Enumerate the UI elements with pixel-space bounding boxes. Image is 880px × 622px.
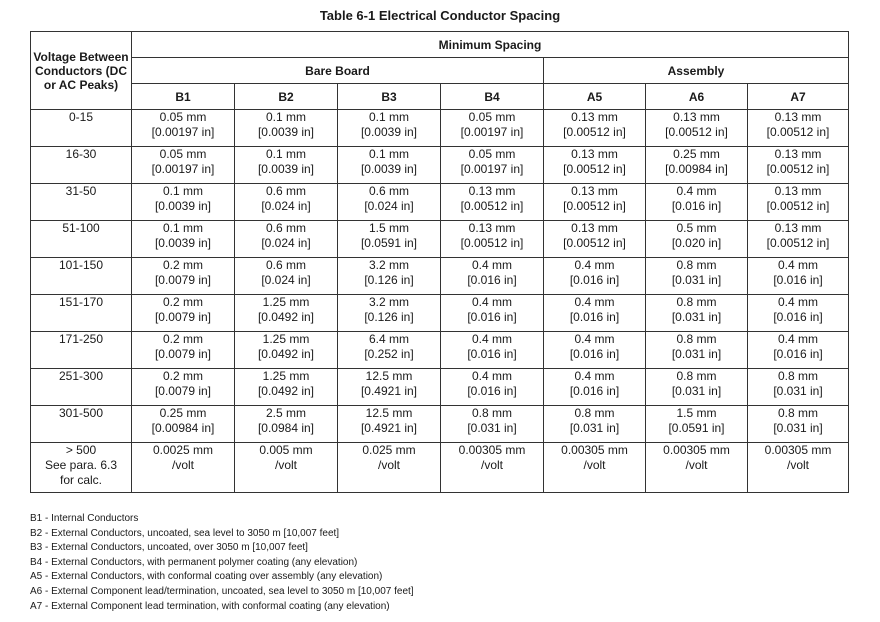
spacing-metric: 0.4 mm xyxy=(777,258,818,272)
table-row xyxy=(31,221,849,258)
table-row xyxy=(31,332,849,369)
spacing-cell xyxy=(441,221,544,258)
spacing-metric: 1.25 mm xyxy=(262,295,310,309)
conductor-spacing-table xyxy=(30,31,849,493)
spacing-metric: 0.8 mm xyxy=(676,369,717,383)
spacing-imperial: [0.00984 in] xyxy=(665,162,728,176)
spacing-metric: 0.1 mm xyxy=(265,110,306,124)
spacing-metric: 0.13 mm xyxy=(673,110,720,124)
spacing-cell xyxy=(235,443,338,493)
spacing-imperial: [0.00512 in] xyxy=(766,199,830,213)
spacing-cell xyxy=(235,147,338,184)
spacing-imperial: [0.00512 in] xyxy=(460,236,524,250)
legend-note: A6 - External Component lead/termination, uncoated, sea level to 3050 m [10,007 feet] xyxy=(30,585,414,597)
spacing-metric: 6.4 mm xyxy=(368,332,409,346)
spacing-imperial: [0.252 in] xyxy=(364,347,414,361)
spacing-imperial: [0.00512 in] xyxy=(563,236,626,250)
spacing-imperial: /volt xyxy=(171,458,194,472)
spacing-metric: 0.4 mm xyxy=(574,369,615,383)
voltage-header-line: Conductors xyxy=(34,63,103,78)
spacing-cell xyxy=(338,332,441,369)
voltage-cell xyxy=(31,184,132,221)
spacing-metric: 0.13 mm xyxy=(468,221,516,235)
spacing-cell xyxy=(441,184,544,221)
assembly-header: Assembly xyxy=(544,58,849,84)
voltage-cell xyxy=(31,295,132,332)
spacing-imperial: [0.00197 in] xyxy=(151,125,215,139)
voltage-text: 151-170 xyxy=(58,295,104,309)
voltage-text: See para. 6.3 xyxy=(44,458,118,472)
table-row xyxy=(31,258,849,295)
spacing-metric: 0.4 mm xyxy=(471,258,512,272)
column-header-b3: B3 xyxy=(338,84,441,110)
spacing-imperial: [0.016 in] xyxy=(467,273,517,287)
spacing-imperial: [0.016 in] xyxy=(467,310,517,324)
spacing-cell xyxy=(441,258,544,295)
spacing-metric: 0.8 mm xyxy=(676,258,717,272)
spacing-cell xyxy=(544,369,646,406)
spacing-metric: 0.4 mm xyxy=(471,295,512,309)
spacing-imperial: [0.020 in] xyxy=(671,236,722,250)
spacing-imperial: [0.0492 in] xyxy=(257,310,315,324)
spacing-metric: 0.6 mm xyxy=(368,184,409,198)
spacing-metric: 0.1 mm xyxy=(162,184,203,198)
spacing-cell xyxy=(748,369,849,406)
legend-notes xyxy=(30,512,414,614)
spacing-imperial: [0.126 in] xyxy=(364,310,414,324)
spacing-imperial: [0.016 in] xyxy=(773,310,823,324)
voltage-cell xyxy=(31,406,132,443)
spacing-metric: 12.5 mm xyxy=(365,406,413,420)
spacing-cell xyxy=(441,369,544,406)
spacing-cell xyxy=(132,295,235,332)
voltage-text: 301-500 xyxy=(58,406,104,420)
spacing-imperial: /volt xyxy=(786,458,809,472)
spacing-metric: 0.4 mm xyxy=(471,369,512,383)
spacing-imperial: [0.0079 in] xyxy=(154,310,212,324)
spacing-imperial: [0.024 in] xyxy=(261,273,311,287)
legend-note: B4 - External Conductors, with permanent polymer coating (any elevation) xyxy=(30,556,358,568)
spacing-cell xyxy=(235,110,338,147)
spacing-cell xyxy=(544,295,646,332)
table-row xyxy=(31,369,849,406)
spacing-cell xyxy=(338,406,441,443)
voltage-cell xyxy=(31,332,132,369)
spacing-cell xyxy=(748,406,849,443)
voltage-header-line: (DC or AC xyxy=(43,63,127,92)
spacing-cell xyxy=(235,221,338,258)
spacing-metric: 0.4 mm xyxy=(676,184,717,198)
spacing-imperial: [0.0079 in] xyxy=(154,273,212,287)
spacing-cell xyxy=(544,258,646,295)
spacing-imperial: [0.00197 in] xyxy=(460,125,524,139)
spacing-metric: 0.13 mm xyxy=(774,221,822,235)
spacing-imperial: [0.00512 in] xyxy=(460,199,524,213)
spacing-metric: 0.13 mm xyxy=(571,110,618,124)
spacing-cell xyxy=(441,406,544,443)
spacing-imperial: [0.016 in] xyxy=(569,273,620,287)
spacing-metric: 0.005 mm xyxy=(259,443,313,457)
spacing-imperial: [0.0039 in] xyxy=(360,125,418,139)
spacing-imperial: [0.0039 in] xyxy=(257,162,315,176)
spacing-cell xyxy=(132,369,235,406)
spacing-cell xyxy=(132,221,235,258)
voltage-text: 0-15 xyxy=(68,110,94,124)
spacing-cell xyxy=(646,406,748,443)
spacing-imperial: [0.016 in] xyxy=(671,199,722,213)
spacing-imperial: [0.016 in] xyxy=(773,273,823,287)
spacing-metric: 0.00305 mm xyxy=(764,443,832,457)
spacing-imperial: [0.00512 in] xyxy=(766,125,830,139)
spacing-metric: 0.13 mm xyxy=(774,184,822,198)
spacing-cell xyxy=(646,443,748,493)
spacing-cell xyxy=(338,258,441,295)
column-header-b1: B1 xyxy=(132,84,235,110)
spacing-metric: 0.05 mm xyxy=(468,147,516,161)
spacing-cell xyxy=(544,184,646,221)
spacing-metric: 0.2 mm xyxy=(162,258,203,272)
spacing-metric: 0.13 mm xyxy=(571,147,618,161)
spacing-imperial: [0.0039 in] xyxy=(360,162,418,176)
spacing-imperial: /volt xyxy=(480,458,503,472)
spacing-imperial: [0.00512 in] xyxy=(766,236,830,250)
spacing-metric: 0.05 mm xyxy=(159,147,207,161)
table-title: Table 6-1 Electrical Conductor Spacing xyxy=(319,8,561,23)
spacing-imperial: [0.0492 in] xyxy=(257,347,315,361)
voltage-header xyxy=(31,32,132,110)
legend-note: B3 - External Conductors, uncoated, over 3050 m [10,007 feet] xyxy=(30,542,308,554)
spacing-imperial: [0.4921 in] xyxy=(360,421,418,435)
spacing-imperial: [0.4921 in] xyxy=(360,384,418,398)
voltage-header-line: Voltage xyxy=(33,49,76,64)
spacing-cell xyxy=(338,295,441,332)
spacing-metric: 0.25 mm xyxy=(159,406,207,420)
spacing-metric: 3.2 mm xyxy=(368,295,409,309)
spacing-metric: 0.2 mm xyxy=(162,295,203,309)
spacing-imperial: [0.016 in] xyxy=(569,384,620,398)
spacing-metric: 0.13 mm xyxy=(571,221,618,235)
table-row xyxy=(31,295,849,332)
spacing-cell xyxy=(646,369,748,406)
spacing-metric: 0.1 mm xyxy=(162,221,203,235)
spacing-cell xyxy=(748,295,849,332)
spacing-imperial: [0.0039 in] xyxy=(154,199,212,213)
spacing-metric: 0.8 mm xyxy=(676,295,717,309)
spacing-metric: 0.1 mm xyxy=(368,110,409,124)
spacing-metric: 0.2 mm xyxy=(162,332,203,346)
spacing-cell xyxy=(132,184,235,221)
spacing-metric: 0.1 mm xyxy=(368,147,409,161)
spacing-cell xyxy=(441,332,544,369)
voltage-cell xyxy=(31,258,132,295)
spacing-metric: 0.8 mm xyxy=(777,369,818,383)
spacing-cell xyxy=(441,110,544,147)
spacing-metric: 1.5 mm xyxy=(368,221,409,235)
spacing-imperial: [0.031 in] xyxy=(671,347,722,361)
spacing-imperial: /volt xyxy=(377,458,400,472)
voltage-header-line: Peaks) xyxy=(79,77,119,92)
voltage-text: 251-300 xyxy=(58,369,104,383)
legend-note: A7 - External Component lead termination, with conformal coating (any elevation) xyxy=(30,600,390,612)
spacing-cell xyxy=(132,258,235,295)
spacing-metric: 0.13 mm xyxy=(571,184,618,198)
voltage-text: 51-100 xyxy=(62,221,100,235)
spacing-imperial: /volt xyxy=(274,458,297,472)
spacing-imperial: [0.00512 in] xyxy=(563,162,626,176)
voltage-text: for calc. xyxy=(59,473,102,487)
spacing-cell xyxy=(235,332,338,369)
spacing-cell xyxy=(441,295,544,332)
column-header-a5: A5 xyxy=(544,84,646,110)
column-header-a7: A7 xyxy=(748,84,849,110)
spacing-imperial: [0.0492 in] xyxy=(257,384,315,398)
spacing-cell xyxy=(646,332,748,369)
column-header-a6: A6 xyxy=(646,84,748,110)
spacing-metric: 0.6 mm xyxy=(265,221,306,235)
voltage-cell xyxy=(31,147,132,184)
spacing-metric: 0.13 mm xyxy=(774,110,822,124)
spacing-cell xyxy=(338,369,441,406)
spacing-cell xyxy=(748,110,849,147)
spacing-metric: 0.05 mm xyxy=(159,110,207,124)
spacing-metric: 0.6 mm xyxy=(265,184,306,198)
voltage-header-line: Between xyxy=(79,49,129,64)
spacing-imperial: [0.00512 in] xyxy=(665,125,728,139)
spacing-metric: 0.1 mm xyxy=(265,147,306,161)
spacing-imperial: [0.031 in] xyxy=(467,421,517,435)
spacing-cell xyxy=(646,295,748,332)
spacing-imperial: [0.031 in] xyxy=(569,421,620,435)
spacing-cell xyxy=(338,110,441,147)
voltage-cell xyxy=(31,110,132,147)
spacing-imperial: [0.0591 in] xyxy=(360,236,418,250)
spacing-metric: 0.4 mm xyxy=(574,332,615,346)
spacing-imperial: [0.016 in] xyxy=(773,347,823,361)
legend-note: A5 - External Conductors, with conformal coating over assembly (any elevation) xyxy=(30,571,383,583)
voltage-text: 16-30 xyxy=(65,147,97,161)
spacing-cell xyxy=(338,147,441,184)
spacing-metric: 0.0025 mm xyxy=(152,443,214,457)
table-row xyxy=(31,147,849,184)
spacing-metric: 0.8 mm xyxy=(777,406,818,420)
spacing-imperial: [0.00197 in] xyxy=(460,162,524,176)
spacing-imperial: [0.024 in] xyxy=(261,199,311,213)
spacing-cell xyxy=(646,147,748,184)
spacing-metric: 0.25 mm xyxy=(673,147,720,161)
spacing-imperial: [0.0079 in] xyxy=(154,384,212,398)
spacing-imperial: [0.126 in] xyxy=(364,273,414,287)
spacing-metric: 0.4 mm xyxy=(471,332,512,346)
spacing-cell xyxy=(544,406,646,443)
table-row xyxy=(31,406,849,443)
spacing-imperial: [0.024 in] xyxy=(364,199,414,213)
spacing-cell xyxy=(235,184,338,221)
spacing-imperial: [0.016 in] xyxy=(467,384,517,398)
spacing-imperial: [0.00984 in] xyxy=(151,421,215,435)
spacing-metric: 0.8 mm xyxy=(471,406,512,420)
bare-board-header: Bare Board xyxy=(132,58,544,84)
legend-note: B1 - Internal Conductors xyxy=(30,513,139,524)
spacing-cell xyxy=(544,110,646,147)
column-header-b4: B4 xyxy=(441,84,544,110)
spacing-imperial: [0.00512 in] xyxy=(563,199,626,213)
spacing-metric: 0.00305 mm xyxy=(561,443,628,457)
spacing-metric: 0.2 mm xyxy=(162,369,203,383)
spacing-cell xyxy=(544,443,646,493)
spacing-metric: 1.25 mm xyxy=(262,332,310,346)
spacing-imperial: [0.0984 in] xyxy=(257,421,315,435)
spacing-cell xyxy=(748,221,849,258)
spacing-cell xyxy=(132,332,235,369)
spacing-cell xyxy=(544,147,646,184)
spacing-cell xyxy=(748,443,849,493)
spacing-cell xyxy=(338,443,441,493)
spacing-metric: 1.5 mm xyxy=(676,406,717,420)
voltage-cell xyxy=(31,221,132,258)
spacing-metric: 0.025 mm xyxy=(362,443,416,457)
spacing-cell xyxy=(235,258,338,295)
spacing-metric: 0.8 mm xyxy=(676,332,717,346)
spacing-cell xyxy=(748,147,849,184)
spacing-imperial: [0.0039 in] xyxy=(257,125,315,139)
spacing-cell xyxy=(646,221,748,258)
spacing-imperial: [0.031 in] xyxy=(671,310,722,324)
spacing-cell xyxy=(441,147,544,184)
spacing-imperial: [0.031 in] xyxy=(773,421,823,435)
spacing-cell xyxy=(235,369,338,406)
table-row xyxy=(31,110,849,147)
spacing-metric: 0.4 mm xyxy=(574,295,615,309)
spacing-metric: 1.25 mm xyxy=(262,369,310,383)
spacing-cell xyxy=(132,110,235,147)
spacing-metric: 0.00305 mm xyxy=(663,443,730,457)
spacing-metric: 0.6 mm xyxy=(265,258,306,272)
spacing-imperial: [0.00512 in] xyxy=(563,125,626,139)
table-row xyxy=(31,184,849,221)
spacing-cell xyxy=(441,443,544,493)
spacing-imperial: [0.031 in] xyxy=(671,384,722,398)
spacing-imperial: /volt xyxy=(685,458,708,472)
spacing-imperial: [0.016 in] xyxy=(569,310,620,324)
spacing-cell xyxy=(748,258,849,295)
spacing-imperial: [0.031 in] xyxy=(671,273,722,287)
spacing-imperial: [0.0039 in] xyxy=(154,236,212,250)
column-header-b2: B2 xyxy=(235,84,338,110)
spacing-cell xyxy=(646,184,748,221)
spacing-metric: 0.13 mm xyxy=(468,184,516,198)
spacing-cell xyxy=(235,295,338,332)
spacing-metric: 0.4 mm xyxy=(574,258,615,272)
spacing-cell xyxy=(132,147,235,184)
spacing-metric: 0.8 mm xyxy=(574,406,615,420)
spacing-imperial: [0.031 in] xyxy=(773,384,823,398)
spacing-metric: 3.2 mm xyxy=(368,258,409,272)
spacing-imperial: [0.024 in] xyxy=(261,236,311,250)
spacing-metric: 0.4 mm xyxy=(777,295,818,309)
voltage-text: 101-150 xyxy=(58,258,104,272)
spacing-metric: 0.00305 mm xyxy=(458,443,526,457)
spacing-cell xyxy=(544,221,646,258)
spacing-metric: 0.5 mm xyxy=(676,221,717,235)
spacing-cell xyxy=(132,406,235,443)
spacing-cell xyxy=(646,258,748,295)
spacing-imperial: [0.016 in] xyxy=(467,347,517,361)
spacing-cell xyxy=(646,110,748,147)
spacing-cell xyxy=(544,332,646,369)
voltage-cell xyxy=(31,443,132,493)
spacing-imperial: [0.00512 in] xyxy=(766,162,830,176)
spacing-cell xyxy=(338,221,441,258)
spacing-metric: 12.5 mm xyxy=(365,369,413,383)
spacing-cell xyxy=(748,184,849,221)
legend-note: B2 - External Conductors, uncoated, sea level to 3050 m [10,007 feet] xyxy=(30,527,340,539)
spacing-cell xyxy=(132,443,235,493)
spacing-imperial: [0.016 in] xyxy=(569,347,620,361)
spacing-metric: 2.5 mm xyxy=(265,406,306,420)
spacing-imperial: [0.0591 in] xyxy=(668,421,725,435)
minimum-spacing-header: Minimum Spacing xyxy=(132,32,849,58)
spacing-metric: 0.13 mm xyxy=(774,147,822,161)
spacing-cell xyxy=(748,332,849,369)
spacing-imperial: [0.00197 in] xyxy=(151,162,215,176)
spacing-metric: 0.4 mm xyxy=(777,332,818,346)
spacing-imperial: /volt xyxy=(583,458,606,472)
spacing-metric: 0.05 mm xyxy=(468,110,516,124)
voltage-cell xyxy=(31,369,132,406)
table-row xyxy=(31,443,849,493)
voltage-text: 171-250 xyxy=(58,332,104,346)
spacing-cell xyxy=(235,406,338,443)
voltage-text: > 500 xyxy=(65,443,97,457)
spacing-imperial: [0.0079 in] xyxy=(154,347,212,361)
voltage-text: 31-50 xyxy=(65,184,97,198)
spacing-cell xyxy=(338,184,441,221)
